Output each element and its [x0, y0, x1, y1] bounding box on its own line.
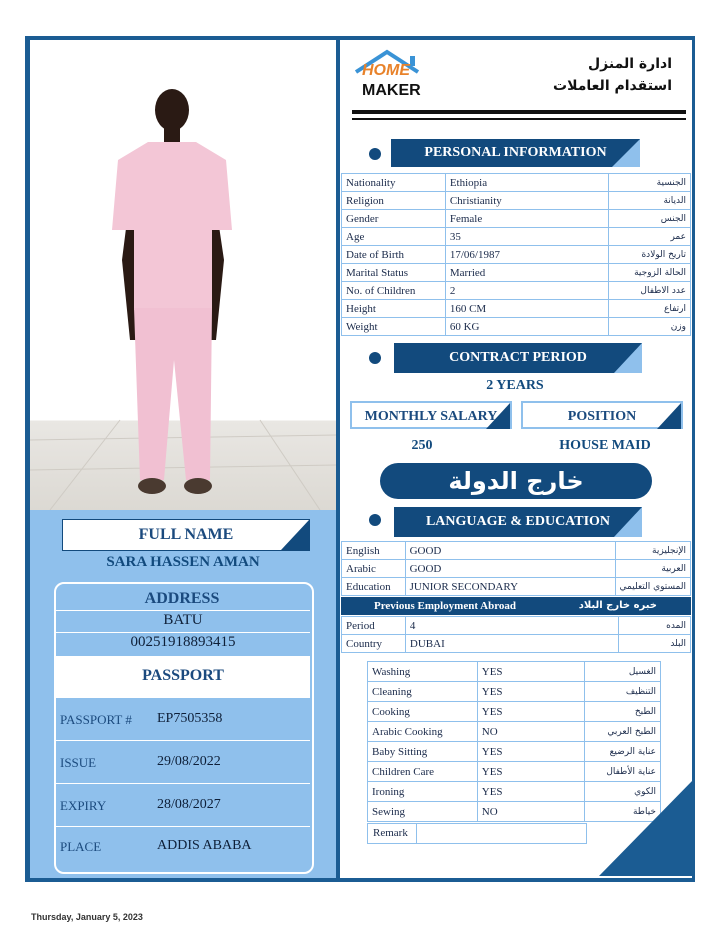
- personal-info-label: Weight: [342, 318, 446, 336]
- language-label: Education: [342, 578, 406, 596]
- place-label: PLACE: [60, 839, 102, 854]
- skill-label: Ironing: [368, 782, 478, 802]
- skill-label: Washing: [368, 662, 478, 682]
- section-bullet: [369, 514, 381, 526]
- issue-value: 29/08/2022: [157, 754, 221, 769]
- personal-info-label-ar: الجنس: [609, 210, 691, 228]
- passport-number-label: PASSPORT #: [60, 712, 132, 727]
- skill-label-ar: عناية الأطفال: [585, 762, 661, 782]
- full-name-value: SARA HASSEN AMAN: [106, 554, 260, 570]
- skill-label: Cooking: [368, 702, 478, 722]
- skill-value: YES: [477, 782, 584, 802]
- personal-info-label-ar: وزن: [609, 318, 691, 336]
- employment-label-ar: البلد: [619, 635, 691, 653]
- header-arabic-line1: ادارة المنزل: [588, 56, 672, 72]
- expiry-label: EXPIRY: [60, 798, 107, 813]
- skill-row: [368, 722, 661, 742]
- skill-label: Children Care: [368, 762, 478, 782]
- header-rule: [352, 118, 686, 120]
- passport-row: [56, 784, 310, 827]
- header-arabic-line2: استقدام العاملات: [553, 78, 672, 94]
- language-value: GOOD: [405, 542, 615, 560]
- language-education-header: LANGUAGE & EDUCATION: [394, 507, 642, 537]
- personal-info-label-ar: ارتفاع: [609, 300, 691, 318]
- employment-row: [342, 617, 691, 635]
- section-bullet: [369, 352, 381, 364]
- personal-info-row: [342, 174, 691, 192]
- language-row: [342, 578, 691, 596]
- personal-info-label-ar: تاريخ الولادة: [609, 246, 691, 264]
- personal-info-value: 160 CM: [445, 300, 608, 318]
- address-label: ADDRESS: [144, 590, 220, 607]
- personal-info-label: Date of Birth: [342, 246, 446, 264]
- passport-row: [56, 698, 310, 741]
- skill-label-ar: التنظيف: [585, 682, 661, 702]
- passport-number-value: EP7505358: [157, 711, 223, 726]
- personal-info-header: PERSONAL INFORMATION: [391, 139, 640, 167]
- footer-date: Thursday, January 5, 2023: [31, 912, 143, 922]
- personal-info-row: [342, 210, 691, 228]
- employment-label-ar: المده: [619, 617, 691, 635]
- address-city: BATU: [163, 612, 203, 628]
- personal-info-label: Marital Status: [342, 264, 446, 282]
- personal-info-value: 60 KG: [445, 318, 608, 336]
- previous-employment-header: Previous Employment Abroad خبره خارج البلاد: [341, 597, 691, 615]
- personal-info-table: [341, 173, 691, 336]
- employment-label: Period: [342, 617, 406, 635]
- skill-label-ar: خياطة: [585, 802, 661, 822]
- language-label: English: [342, 542, 406, 560]
- personal-info-row: [342, 318, 691, 336]
- personal-info-label: Height: [342, 300, 446, 318]
- address-divider: [56, 632, 310, 633]
- personal-info-row: [342, 300, 691, 318]
- employment-label: Country: [342, 635, 406, 653]
- phone-number: 00251918893415: [130, 634, 236, 650]
- personal-info-label: Nationality: [342, 174, 446, 192]
- language-value: GOOD: [405, 560, 615, 578]
- abroad-banner: خارج الدولة: [380, 463, 652, 499]
- personal-info-row: [342, 192, 691, 210]
- passport-row: [56, 741, 310, 784]
- personal-info-row: [342, 246, 691, 264]
- position-value: HOUSE MAID: [559, 438, 651, 453]
- position-label: POSITION: [521, 401, 683, 429]
- place-value: ADDIS ABABA: [157, 838, 252, 853]
- language-label-ar: المستوي التعليمي: [615, 578, 690, 596]
- language-label-ar: الإنجليزية: [615, 542, 690, 560]
- personal-info-row: [342, 264, 691, 282]
- personal-info-row: [342, 282, 691, 300]
- logo-home-text: HOME: [362, 62, 410, 79]
- issue-label: ISSUE: [60, 755, 97, 770]
- passport-label: PASSPORT: [56, 656, 310, 698]
- corner-triangle: [599, 780, 693, 876]
- personal-info-label: Age: [342, 228, 446, 246]
- address-divider: [56, 610, 310, 611]
- home-maker-logo: [352, 48, 422, 104]
- skill-value: YES: [477, 702, 584, 722]
- skill-label: Sewing: [368, 802, 478, 822]
- skill-row: [368, 662, 661, 682]
- skill-label-ar: الكوي: [585, 782, 661, 802]
- skill-row: [368, 702, 661, 722]
- language-row: [342, 542, 691, 560]
- personal-info-label: Religion: [342, 192, 446, 210]
- language-row: [342, 560, 691, 578]
- personal-info-label: No. of Children: [342, 282, 446, 300]
- skill-label: Baby Sitting: [368, 742, 478, 762]
- personal-info-label-ar: الديانة: [609, 192, 691, 210]
- language-value: JUNIOR SECONDARY: [405, 578, 615, 596]
- personal-info-value: 35: [445, 228, 608, 246]
- personal-info-label-ar: عمر: [609, 228, 691, 246]
- skill-value: NO: [477, 722, 584, 742]
- passport-row: [56, 827, 310, 867]
- personal-info-value: Christianity: [445, 192, 608, 210]
- skill-row: [368, 742, 661, 762]
- personal-info-value: Ethiopia: [445, 174, 608, 192]
- personal-info-value: 2: [445, 282, 608, 300]
- personal-info-value: Female: [445, 210, 608, 228]
- employment-table: [341, 616, 691, 653]
- language-label: Arabic: [342, 560, 406, 578]
- skill-value: NO: [477, 802, 584, 822]
- header-rule: [352, 110, 686, 114]
- skill-label-ar: الطبخ العربي: [585, 722, 661, 742]
- contract-period-value: 2 YEARS: [486, 378, 544, 393]
- remark-label: Remark: [373, 827, 408, 839]
- skill-label: Arabic Cooking: [368, 722, 478, 742]
- expiry-value: 28/08/2027: [157, 797, 221, 812]
- personal-info-value: Married: [445, 264, 608, 282]
- skill-row: [368, 762, 661, 782]
- skill-value: YES: [477, 682, 584, 702]
- section-bullet: [369, 148, 381, 160]
- skill-label-ar: الغسيل: [585, 662, 661, 682]
- personal-info-row: [342, 228, 691, 246]
- remark-row: [367, 823, 587, 844]
- skill-value: YES: [477, 742, 584, 762]
- skill-value: YES: [477, 662, 584, 682]
- personal-info-value: 17/06/1987: [445, 246, 608, 264]
- full-name-label: FULL NAME: [62, 519, 310, 551]
- personal-info-label-ar: الجنسية: [609, 174, 691, 192]
- personal-info-label: Gender: [342, 210, 446, 228]
- employment-value: 4: [405, 617, 618, 635]
- skill-value: YES: [477, 762, 584, 782]
- monthly-salary-label: MONTHLY SALARY: [350, 401, 512, 429]
- language-table: [341, 541, 691, 596]
- personal-info-label-ar: الحالة الزوجية: [609, 264, 691, 282]
- employment-row: [342, 635, 691, 653]
- personal-info-label-ar: عدد الاطفال: [609, 282, 691, 300]
- contract-period-header: CONTRACT PERIOD: [394, 343, 642, 373]
- language-label-ar: العربية: [615, 560, 690, 578]
- skill-label: Cleaning: [368, 682, 478, 702]
- monthly-salary-value: 250: [411, 438, 433, 453]
- candidate-photo: [30, 40, 336, 510]
- employment-value: DUBAI: [405, 635, 618, 653]
- skill-label-ar: عناية الرضيع: [585, 742, 661, 762]
- skill-row: [368, 682, 661, 702]
- skill-label-ar: الطبخ: [585, 702, 661, 722]
- logo-maker-text: MAKER: [362, 82, 421, 99]
